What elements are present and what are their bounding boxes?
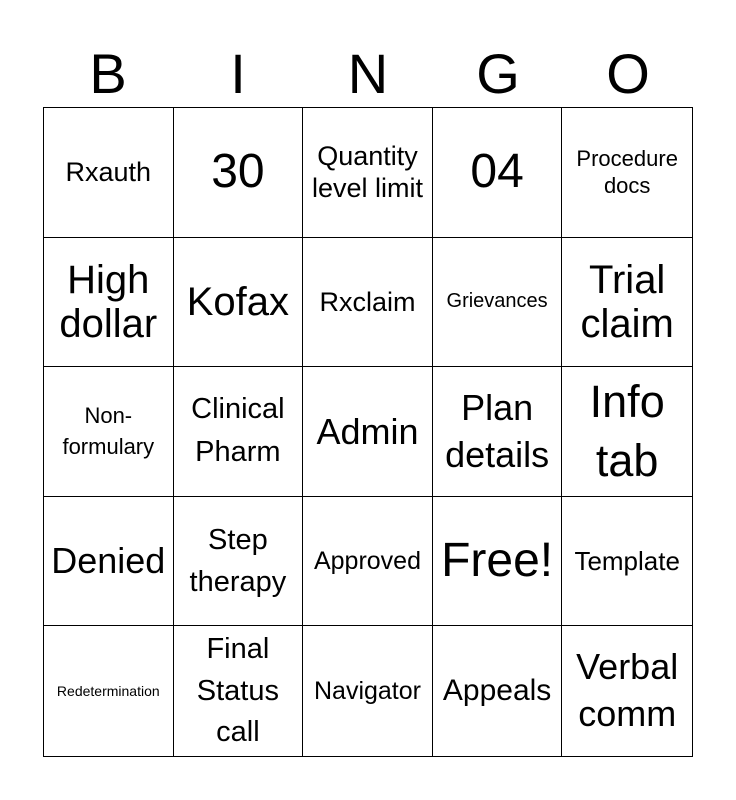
header-letter-b: B	[89, 42, 127, 105]
bingo-cell-r2c3[interactable]	[303, 238, 433, 368]
cell-label: Free!	[441, 533, 554, 587]
cell-label: Template	[574, 545, 680, 576]
bingo-cell-r2c1[interactable]	[44, 238, 174, 368]
bingo-cell-r5c5[interactable]	[562, 626, 692, 756]
cell-label: Quantity level limit	[311, 140, 423, 204]
header-letter-o: O	[606, 42, 650, 105]
cell-label: Approved	[313, 547, 421, 576]
bingo-cell-r5c2[interactable]	[174, 626, 304, 756]
bingo-cell-r3c1[interactable]	[44, 367, 174, 497]
bingo-cell-r3c5[interactable]	[562, 367, 692, 497]
bingo-board	[43, 107, 693, 757]
bingo-cell-r2c2[interactable]	[174, 238, 304, 368]
bingo-cell-r2c4[interactable]	[433, 238, 563, 368]
bingo-cell-r3c3[interactable]	[303, 367, 433, 497]
bingo-cell-r1c3[interactable]	[303, 108, 433, 238]
cell-label: Rxclaim	[319, 286, 416, 317]
bingo-cell-r1c5[interactable]	[562, 108, 692, 238]
bingo-cell-r1c4[interactable]	[433, 108, 563, 238]
cell-label: Clinical Pharm	[191, 392, 285, 469]
cell-label: Rxauth	[65, 157, 152, 188]
cell-label: High dollar	[59, 257, 158, 346]
bingo-cell-r5c1[interactable]	[44, 626, 174, 756]
cell-label: Kofax	[186, 279, 290, 324]
bingo-cell-r4c4[interactable]	[433, 497, 563, 627]
cell-label: Non-formulary	[62, 402, 155, 460]
cell-label: Final Status call	[196, 633, 279, 748]
cell-label: Navigator	[313, 677, 421, 706]
header-letter-n: N	[347, 42, 389, 105]
bingo-header	[43, 40, 693, 108]
header-letter-i: I	[230, 42, 246, 105]
bingo-cell-r3c4[interactable]	[433, 367, 563, 497]
cell-label: 04	[470, 145, 524, 199]
bingo-cell-r1c2[interactable]	[174, 108, 304, 238]
bingo-cell-r5c4[interactable]	[433, 626, 563, 756]
cell-label: Plan details	[445, 386, 550, 476]
cell-label: Verbal comm	[576, 646, 679, 735]
bingo-cell-r4c1[interactable]	[44, 497, 174, 627]
bingo-cell-r3c2[interactable]	[174, 367, 304, 497]
cell-label: Admin	[316, 410, 419, 452]
bingo-cell-r2c5[interactable]	[562, 238, 692, 368]
bingo-cell-r4c3[interactable]	[303, 497, 433, 627]
bingo-cell-r5c3[interactable]	[303, 626, 433, 756]
cell-label: Appeals	[442, 674, 552, 708]
cell-label: Grievances	[446, 290, 548, 313]
cell-label: Redetermination	[56, 683, 160, 700]
bingo-cell-r1c1[interactable]	[44, 108, 174, 238]
cell-label: Trial claim	[580, 257, 674, 346]
bingo-cell-r4c2[interactable]	[174, 497, 304, 627]
bingo-cell-r4c5[interactable]	[562, 497, 692, 627]
cell-label: Denied	[51, 540, 166, 582]
cell-label: 30	[211, 145, 265, 199]
cell-label: Step therapy	[189, 524, 287, 599]
header-letter-g: G	[476, 42, 520, 105]
cell-label: Info tab	[589, 376, 665, 487]
cell-label: Procedure docs	[576, 145, 678, 199]
